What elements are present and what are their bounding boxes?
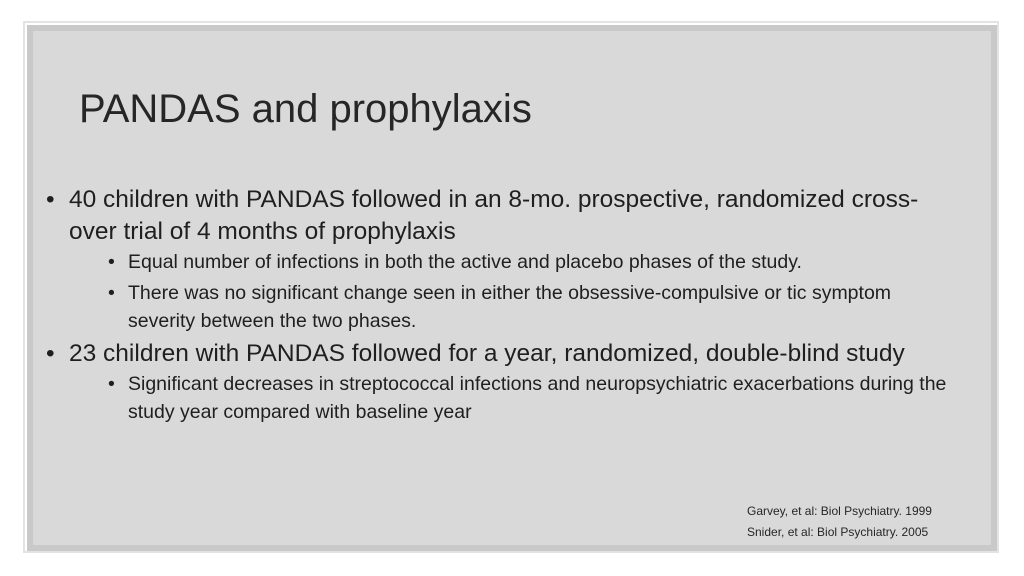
bullet-1-sub-2 <box>108 279 954 335</box>
bullet-2-sub-1 <box>108 370 954 426</box>
bullet-1 <box>44 184 954 248</box>
bullet-marker: • <box>46 186 55 213</box>
bullet-marker: • <box>108 373 115 395</box>
slide-body <box>44 184 954 426</box>
bullet-1-sub-2-text: There was no significant change seen in either the obsessive-compulsive or tic symptom severity between the two phases. <box>128 282 892 332</box>
bullet-2-sub-1-text: Significant decreases in streptococcal infections and neuropsychiatric exacerbations during the study year compared with baseline year <box>128 373 947 423</box>
bullet-marker: • <box>108 251 115 273</box>
bullet-1-sub-1-text: Equal number of infections in both the active and placebo phases of the study. <box>128 251 802 273</box>
bullet-marker: • <box>108 282 115 304</box>
bullet-2-text: 23 children with PANDAS followed for a year, randomized, double-blind study <box>69 340 905 367</box>
reference-1: Garvey, et al: Biol Psychiatry. 1999 <box>747 504 932 518</box>
slide-title: PANDAS and prophylaxis <box>79 87 532 131</box>
bullet-marker: • <box>46 340 55 367</box>
references <box>747 501 932 543</box>
bullet-1-text: 40 children with PANDAS followed in an 8-mo. prospective, randomized cross-over trial of 4 months of prophylaxis <box>69 186 919 245</box>
bullet-2 <box>44 338 954 370</box>
bullet-1-sub-1 <box>108 248 954 276</box>
reference-2: Snider, et al: Biol Psychiatry. 2005 <box>747 525 929 539</box>
